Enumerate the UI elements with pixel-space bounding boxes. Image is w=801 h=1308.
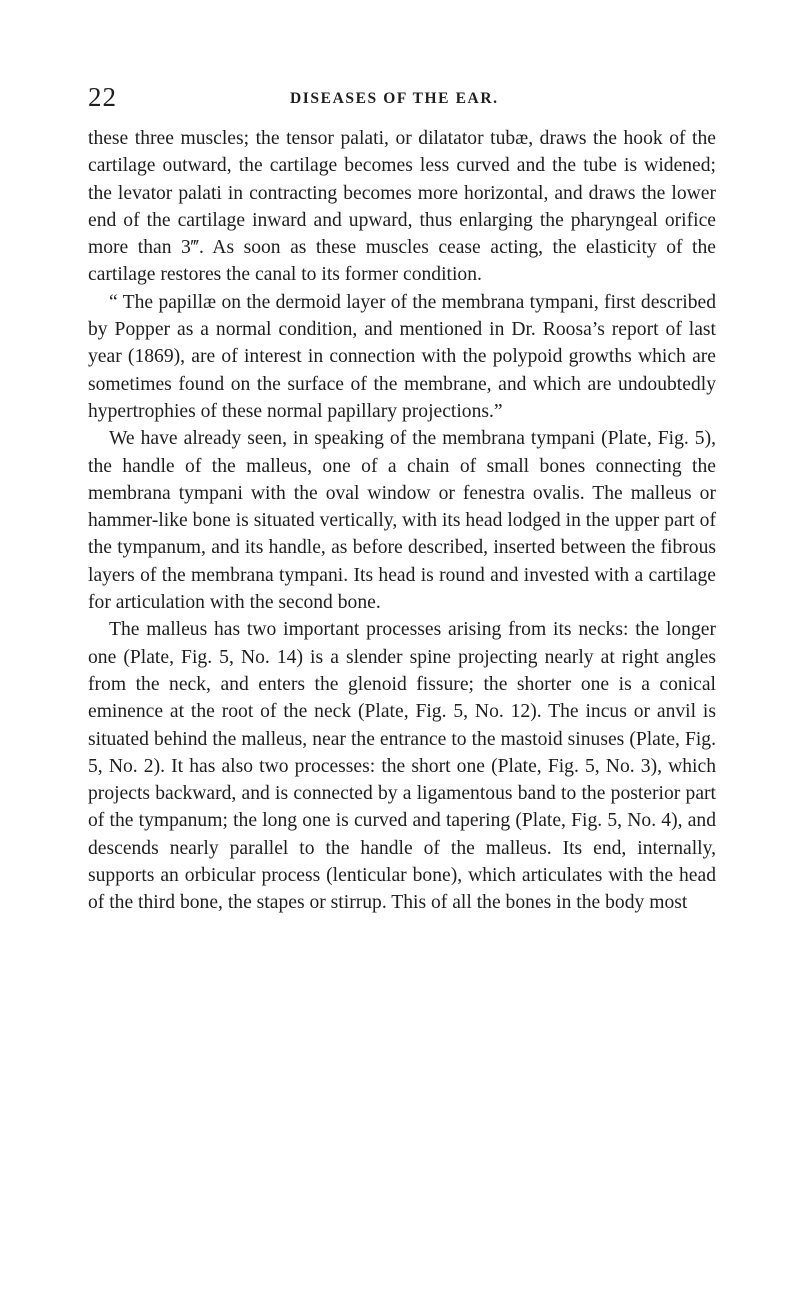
body-text (88, 125, 716, 917)
page-number: 22 (88, 82, 117, 112)
paragraph-quotation: “ The papillæ on the dermoid layer of the membrana tympani, first described by Popper as a normal condition, and mentioned in Dr. Roosa’s report of last year (1869), are of interest in connection with the polypoid growths which are sometimes found on the surface of the membrane, and which are undoubtedly hypertrophies of these normal papillary projections.” (88, 291, 716, 422)
paragraph-processes: The malleus has two important processes arising from its necks: the longer one (Plate, Fig. 5, No. 14) is a slender spine projecting nearly at right angles from the neck, and enters the glenoid fissure; the shorter one is a conical eminence at the root of the neck (Plate, Fig. 5, No. 12). The incus or anvil is situated behind the malleus, near the entrance to the mastoid sinuses (Plate, Fig. 5, No. 2). It has also two processes: the short one (Plate, Fig. 5, No. 3), which projects backward, and is connected by a ligamentous band to the posterior part of the tympanum; the long one is curved and tapering (Plate, Fig. 5, No. 4), and descends nearly parallel to the handle of the malleus. Its end, internally, supports an orbicular process (lenticular bone), which articulates with the head of the third bone, the stapes or stirrup. This of all the bones in the body most (88, 619, 716, 914)
paragraph-malleus: We have already seen, in speaking of the membrana tympani (Plate, Fig. 5), the handle of the malleus, one of a chain of small bones connecting the membrana tympani with the oval window or fenestra ovalis. The malleus or hammer-like bone is situated vertically, with its head lodged in the upper part of the tympanum, and its handle, as before described, inserted between the fibrous layers of the membrana tympani. Its head is round and invested with a cartilage for articulation with the second bone. (88, 428, 716, 614)
page-header (88, 82, 716, 112)
running-head: DISEASES OF THE EAR. (290, 90, 499, 107)
paragraph-continued: these three muscles; the tensor palati, or dilatator tubæ, draws the hook of the cartilage outward, the cartilage becomes less curved and the tube is widened; the levator palati in contracting becomes more horizontal, and draws the lower end of the cartilage inward and upward, thus enlarging the pharyngeal orifice more than 3‴. As soon as these muscles cease acting, the elasticity of the cartilage restores the canal to its former condition. (88, 128, 716, 286)
